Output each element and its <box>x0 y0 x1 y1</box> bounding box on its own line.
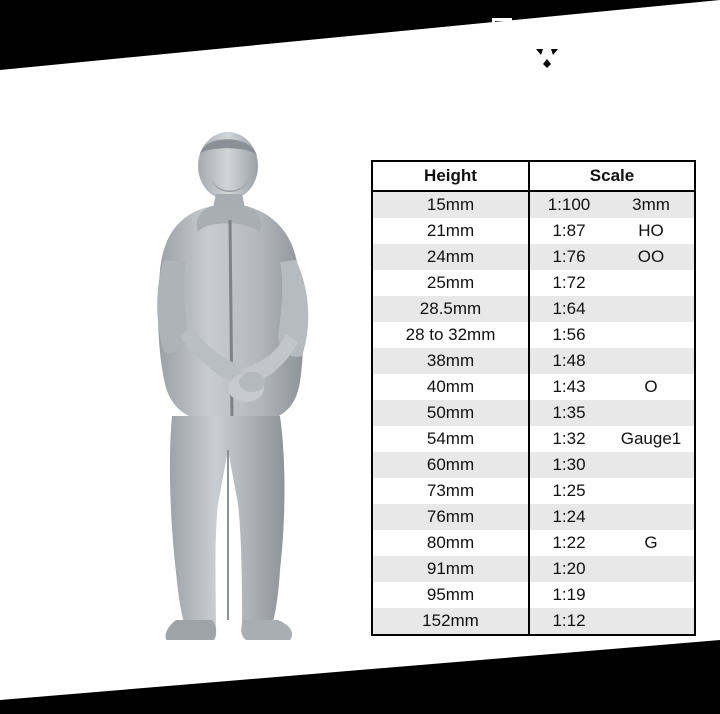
table-header-row <box>372 161 695 191</box>
table-row <box>372 608 695 635</box>
scale-conversion-table <box>371 160 696 636</box>
table-row <box>372 322 695 348</box>
table-row <box>372 504 695 530</box>
wolf-head-icon <box>519 29 575 79</box>
column-header-scale: Scale <box>529 161 695 191</box>
cell-ratio: 1:64 <box>552 299 586 318</box>
table-row <box>372 296 695 322</box>
cell-height: 152mm <box>372 608 529 635</box>
cell-scale <box>529 191 695 218</box>
cell-scale <box>529 478 695 504</box>
table-body <box>372 191 695 635</box>
cell-ratio: 1:48 <box>552 351 586 370</box>
cell-scale <box>529 400 695 426</box>
cell-height: 24mm <box>372 244 529 270</box>
cell-height: 21mm <box>372 218 529 244</box>
table-row <box>372 556 695 582</box>
cell-ratio: 1:87 <box>552 221 586 240</box>
table-row <box>372 582 695 608</box>
cell-ratio: 1:43 <box>552 377 586 396</box>
cell-height: 25mm <box>372 270 529 296</box>
cell-scale <box>529 452 695 478</box>
cell-scale <box>529 530 695 556</box>
cell-gauge: OO <box>637 247 665 266</box>
bracket-left-icon <box>492 18 512 90</box>
table-row <box>372 348 695 374</box>
cell-height: 54mm <box>372 426 529 452</box>
cell-height: 60mm <box>372 452 529 478</box>
cell-height: 28.5mm <box>372 296 529 322</box>
cell-ratio: 1:30 <box>552 455 586 474</box>
cell-scale <box>529 244 695 270</box>
figure-image <box>120 120 340 640</box>
cell-ratio: 1:12 <box>552 611 586 630</box>
cell-scale <box>529 504 695 530</box>
table-row <box>372 478 695 504</box>
table-row <box>372 452 695 478</box>
cell-scale <box>529 582 695 608</box>
cell-ratio: 1:76 <box>552 247 586 266</box>
cell-scale <box>529 608 695 635</box>
cell-height: 28 to 32mm <box>372 322 529 348</box>
brand-name: Scale Scenery and Figures <box>471 100 680 117</box>
bracket-right-icon <box>582 18 602 90</box>
table-row <box>372 218 695 244</box>
cell-height: 80mm <box>372 530 529 556</box>
table-row <box>372 244 695 270</box>
cell-height: 95mm <box>372 582 529 608</box>
table-row <box>372 426 695 452</box>
cell-gauge: O <box>644 377 658 396</box>
cell-ratio: 1:35 <box>552 403 586 422</box>
brand-logo-block <box>380 8 680 123</box>
table-row <box>372 374 695 400</box>
table-row <box>372 270 695 296</box>
cell-scale <box>529 270 695 296</box>
column-header-height: Height <box>372 161 529 191</box>
cell-ratio: 1:56 <box>552 325 586 344</box>
cell-height: 76mm <box>372 504 529 530</box>
table-row <box>372 191 695 218</box>
figure-svg <box>120 120 340 640</box>
table-row <box>372 400 695 426</box>
cell-scale <box>529 218 695 244</box>
cell-height: 40mm <box>372 374 529 400</box>
cell-scale <box>529 374 695 400</box>
cell-scale <box>529 426 695 452</box>
cell-height: 91mm <box>372 556 529 582</box>
logo-brackets <box>492 18 602 90</box>
cell-ratio: 1:32 <box>552 429 586 448</box>
cell-ratio: 1:19 <box>552 585 586 604</box>
cell-scale <box>529 296 695 322</box>
cell-ratio: 1:100 <box>547 195 591 214</box>
cell-ratio: 1:24 <box>552 507 586 526</box>
cell-gauge: 3mm <box>632 195 670 214</box>
cell-height: 15mm <box>372 191 529 218</box>
cell-gauge: G <box>644 533 658 552</box>
cell-scale <box>529 556 695 582</box>
cell-scale <box>529 322 695 348</box>
cell-ratio: 1:72 <box>552 273 586 292</box>
cell-height: 50mm <box>372 400 529 426</box>
cell-height: 38mm <box>372 348 529 374</box>
table-row <box>372 530 695 556</box>
cell-ratio: 1:25 <box>552 481 586 500</box>
cell-gauge: HO <box>638 221 664 240</box>
cell-scale <box>529 348 695 374</box>
cell-ratio: 1:20 <box>552 559 586 578</box>
cell-gauge: Gauge1 <box>620 429 682 448</box>
cell-height: 73mm <box>372 478 529 504</box>
cell-ratio: 1:22 <box>552 533 586 552</box>
